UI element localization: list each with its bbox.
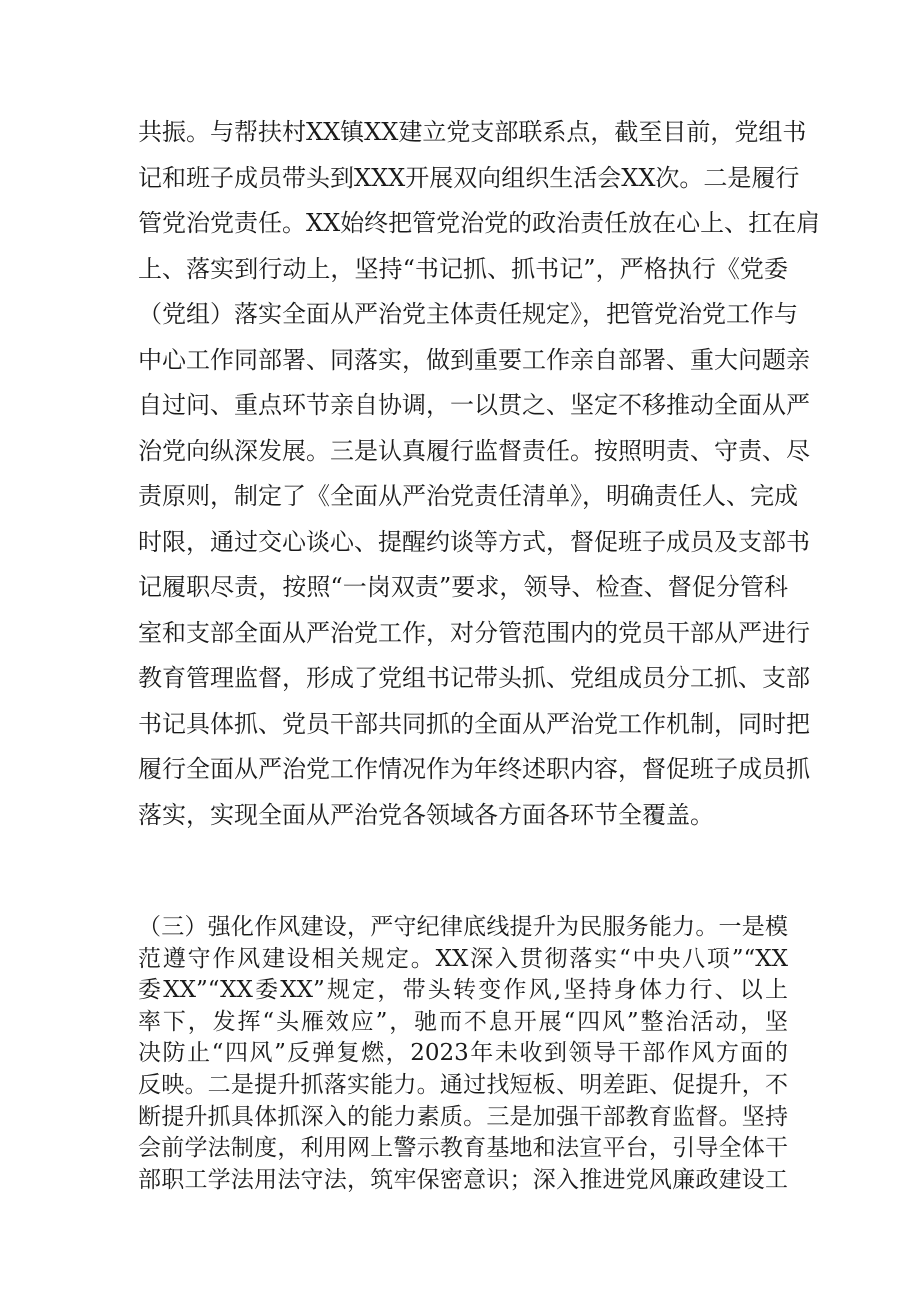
paragraph-party-governance	[138, 110, 821, 838]
text-line: （党组）落实全面从严治党主体责任规定》，把管党治党工作与	[138, 300, 798, 328]
text-line: 部职工学法用法守法，筑牢保密意识；深入推进党风廉政建设工	[138, 1166, 788, 1193]
text-line: 范遵守作风建设相关规定。XX深入贯彻落实“中央八项”“XX	[138, 945, 788, 972]
text-line: 履行全面从严治党工作情况作为年终述职内容，督促班子成员抓	[138, 755, 810, 783]
text-line: 记和班子成员带头到XXX开展双向组织生活会XX次。二是履行	[138, 163, 800, 192]
text-line: 共振。与帮扶村XX镇XX建立党支部联系点，截至目前，党组书	[138, 118, 807, 146]
text-line: 时限，通过交心谈心、提醒约谈等方式，督促班子成员及支部书	[138, 527, 810, 556]
text-line: （三）强化作风建设，严守纪律底线提升为民服务能力。一是模	[138, 914, 788, 940]
text-line: 责原则，制定了《全面从严治党责任清单》，明确责任人、完成	[138, 482, 798, 510]
text-line: 室和支部全面从严治党工作，对分管范围内的党员干部从严进行	[138, 618, 810, 647]
text-line: 断提升抓具体抓深入的能力素质。三是加强干部教育监督。坚持	[138, 1103, 788, 1130]
text-line: 落实，实现全面从严治党各领域各方面各环节全覆盖。	[138, 800, 714, 829]
text-line: 书记具体抓、党员干部共同抓的全面从严治党工作机制，同时把	[138, 709, 810, 738]
text-line: 记履职尽责，按照“一岗双责”要求，领导、检查、督促分管科	[138, 573, 788, 601]
text-line: 反映。二是提升抓落实能力。通过找短板、明差距、促提升，不	[138, 1071, 788, 1098]
text-line: 管党治党责任。XX始终把管党治党的政治责任放在心上、扛在肩	[138, 209, 821, 237]
text-line: 自过问、重点环节亲自协调，一以贯之、坚定不移推动全面从严	[138, 391, 810, 419]
text-line: 会前学法制度，利用网上警示教育基地和法宣平台，引导全体干	[138, 1135, 788, 1162]
text-line: 委XX”“XX委XX”规定，带头转变作风,坚持身体力行、以上	[138, 977, 788, 1004]
text-line: 上、落实到行动上，坚持“书记抓、抓书记”，严格执行《党委	[138, 254, 788, 283]
text-line: 教育管理监督，形成了党组书记带头抓、党组成员分工抓、支部	[138, 664, 810, 692]
text-line: 治党向纵深发展。三是认真履行监督责任。按照明责、守责、尽	[138, 436, 810, 465]
text-line: 率下，发挥“头雁效应”，驰而不息开展“四风”整治活动，坚	[138, 1008, 788, 1035]
text-line: 中心工作同部署、同落实，做到重要工作亲自部署、重大问题亲	[138, 345, 810, 374]
text-line: 决防止“四风”反弹复燃，2023年未收到领导干部作风方面的	[138, 1040, 788, 1067]
paragraph-work-style	[138, 912, 788, 1196]
